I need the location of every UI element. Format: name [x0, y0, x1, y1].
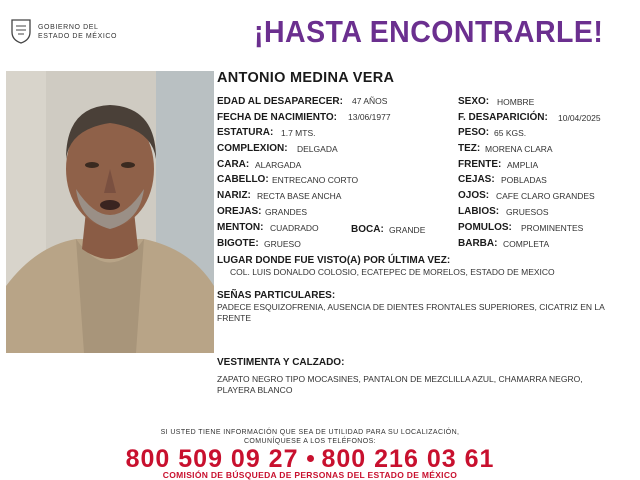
value-senas: PADECE ESQUIZOFRENIA, AUSENCIA DE DIENTES FRONTALES SUPERIORES, CICATRIZ EN LA FRENTE [217, 302, 605, 323]
label-bigote: BIGOTE: [217, 238, 259, 249]
label-boca: BOCA: [351, 224, 384, 235]
label-edad: EDAD AL DESAPARECER: [217, 96, 343, 107]
label-vestimenta: VESTIMENTA Y CALZADO: [217, 357, 345, 368]
label-frente: FRENTE: [458, 159, 502, 170]
value-nariz: RECTA BASE ANCHA [257, 191, 342, 201]
phone-2[interactable]: 800 216 03 61 [321, 445, 495, 473]
label-f-desaparicion: F. DESAPARICIÓN: [458, 112, 548, 123]
separator-dot-icon [307, 455, 314, 462]
value-boca: GRANDE [389, 225, 426, 235]
value-bigote: GRUESO [264, 239, 301, 249]
value-labios: GRUESOS [506, 207, 549, 217]
value-tez: MORENA CLARA [485, 144, 553, 154]
contact-info-line-1: SI USTED TIENE INFORMACIÓN QUE SEA DE UTILIDAD PARA SU LOCALIZACIÓN, [160, 429, 460, 436]
label-barba: BARBA: [458, 238, 498, 249]
label-complexion: COMPLEXION: [217, 143, 288, 154]
label-pomulos: POMULOS: [458, 222, 512, 233]
contact-info [0, 428, 620, 446]
phone-1[interactable]: 800 509 09 27 [125, 445, 299, 473]
value-cejas: POBLADAS [501, 175, 547, 185]
label-nariz: NARIZ: [217, 190, 251, 201]
label-ojos: OJOS: [458, 190, 490, 201]
label-orejas: OREJAS: [217, 206, 262, 217]
gov-line-1: GOBIERNO DEL [38, 24, 99, 31]
label-cara: CARA: [217, 159, 250, 170]
gov-line-2: ESTADO DE MÉXICO [38, 33, 118, 40]
label-peso: PESO: [458, 127, 490, 138]
label-cabello: CABELLO: [217, 174, 269, 185]
state-shield-icon [10, 18, 32, 44]
value-vestimenta: ZAPATO NEGRO TIPO MOCASINES, PANTALON DE MEZCLILLA AZUL, CHAMARRA NEGRO, PLAYERA BLANCO [217, 374, 583, 395]
label-sexo: SEXO: [458, 96, 490, 107]
value-estatura: 1.7 MTS. [281, 128, 316, 138]
value-edad: 47 AÑOS [352, 96, 388, 106]
value-complexion: DELGADA [297, 144, 338, 154]
label-estatura: ESTATURA: [217, 127, 274, 138]
contact-info-line-2: COMUNÍQUESE A LOS TELÉFONOS: [243, 438, 377, 445]
value-f-desaparicion: 10/04/2025 [558, 113, 601, 123]
gov-logo [10, 18, 120, 48]
person-photo-drawing [6, 71, 214, 353]
label-fecha-nacimiento: FECHA DE NACIMIENTO: [217, 112, 337, 123]
value-barba: COMPLETA [503, 239, 550, 249]
value-ojos: CAFE CLARO GRANDES [496, 191, 595, 201]
label-cejas: CEJAS: [458, 174, 495, 185]
commission-name: COMISIÓN DE BÚSQUEDA DE PERSONAS DEL ESTADO DE MÉXICO [162, 470, 458, 480]
headline: ¡HASTA ENCONTRARLE! [254, 14, 604, 49]
value-pomulos: PROMINENTES [521, 223, 584, 233]
value-cabello: ENTRECANO CORTO [272, 175, 359, 185]
label-lugar: LUGAR DONDE FUE VISTO(A) POR ÚLTIMA VEZ: [217, 255, 451, 266]
value-menton: CUADRADO [270, 223, 319, 233]
label-menton: MENTON: [217, 222, 264, 233]
value-peso: 65 KGS. [494, 128, 527, 138]
value-sexo: HOMBRE [497, 97, 535, 107]
value-fecha-nacimiento: 13/06/1977 [348, 112, 391, 122]
person-name: ANTONIO MEDINA VERA [217, 70, 395, 86]
value-frente: AMPLIA [507, 160, 539, 170]
label-senas: SEÑAS PARTICULARES: [217, 290, 336, 301]
value-cara: ALARGADA [255, 160, 302, 170]
label-tez: TEZ: [458, 143, 481, 154]
value-orejas: GRANDES [265, 207, 308, 217]
person-photo [6, 71, 214, 353]
label-labios: LABIOS: [458, 206, 500, 217]
value-lugar: COL. LUIS DONALDO COLOSIO, ECATEPEC DE MORELOS, ESTADO DE MEXICO [230, 267, 555, 277]
